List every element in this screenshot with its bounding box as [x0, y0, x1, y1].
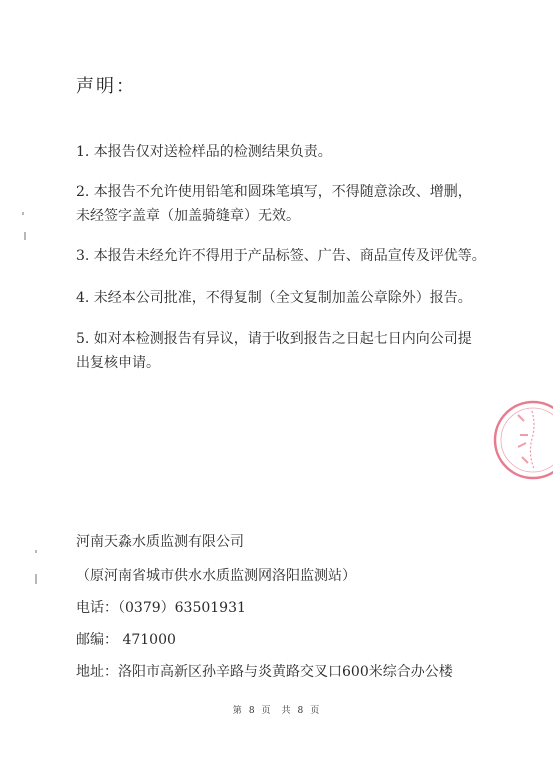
- company-postcode: 邮编： 471000: [76, 632, 176, 648]
- company-phone: 电话：（0379）63501931: [76, 600, 246, 616]
- page-label-di: 第: [232, 706, 243, 716]
- scan-mark: [24, 232, 26, 240]
- clause-4-line-1: 4. 未经本公司批准，不得复制（全文复制加盖公章除外）报告。: [76, 290, 472, 306]
- clause-5-line-1: 5. 如对本检测报告有异议，请于收到报告之日起七日内向公司提: [76, 331, 472, 347]
- page-total: 8: [297, 706, 305, 716]
- scan-mark: [35, 574, 37, 584]
- page-current: 8: [248, 706, 256, 716]
- clause-2-line-1: 2. 本报告不允许使用铅笔和圆珠笔填写，不得随意涂改、增删，: [76, 184, 472, 200]
- page-label-ye: 页: [261, 706, 272, 716]
- scan-mark: [35, 550, 37, 553]
- statement-heading: 声明：: [76, 76, 136, 97]
- page-number: [0, 703, 553, 716]
- clause-1: [76, 140, 516, 164]
- clause-3: [76, 244, 516, 268]
- clause-3-line-1: 3. 本报告未经允许不得用于产品标签、广告、商品宣传及评优等。: [76, 248, 486, 264]
- clause-2: [76, 180, 516, 228]
- clause-5: [76, 327, 516, 375]
- page-label-ye-total: 页: [310, 706, 321, 716]
- clause-5-line-2: 出复核申请。: [76, 355, 160, 371]
- seal-stamp-icon: [488, 395, 553, 485]
- clause-4: [76, 286, 516, 310]
- company-former-name: （原河南省城市供水水质监测网洛阳监测站）: [76, 568, 356, 584]
- company-address: 地址：洛阳市高新区孙辛路与炎黄路交叉口600米综合办公楼: [76, 664, 453, 680]
- scan-mark: [22, 212, 24, 215]
- clause-1-line-1: 1. 本报告仅对送检样品的检测结果负责。: [76, 144, 332, 160]
- clause-2-line-2: 未经签字盖章（加盖骑缝章）无效。: [76, 208, 300, 224]
- company-name: 河南天淼水质监测有限公司: [76, 534, 244, 550]
- page-label-gong: 共: [281, 706, 292, 716]
